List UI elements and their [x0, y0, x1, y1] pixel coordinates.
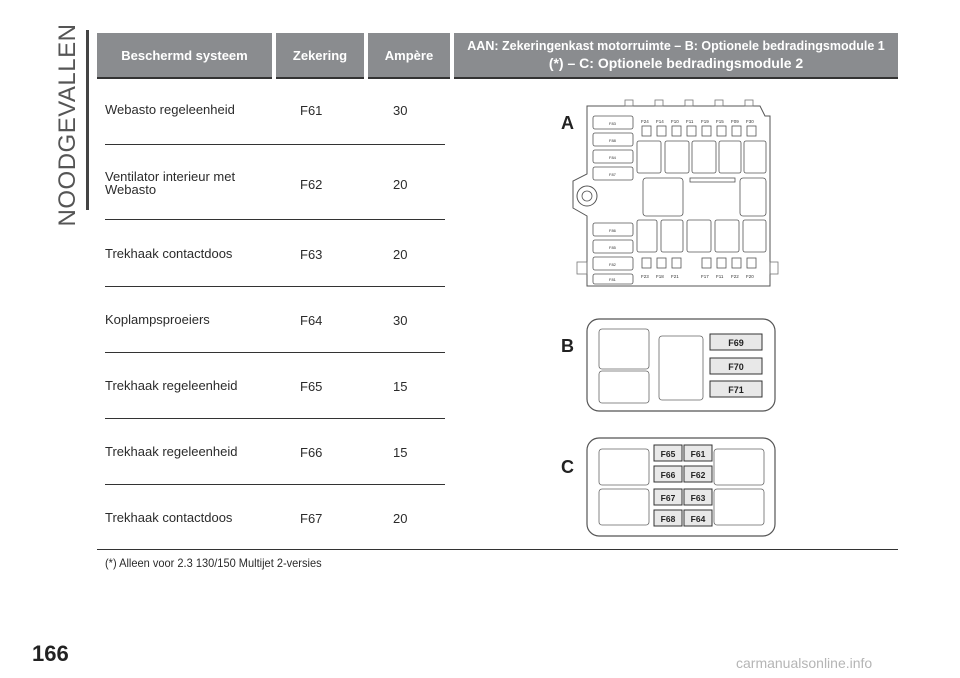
row-system: Trekhaak contactdoos	[105, 510, 233, 525]
svg-text:F20: F20	[746, 274, 754, 279]
fuse-module-diagram-c	[586, 437, 776, 537]
page-number: 166	[32, 641, 69, 666]
mounting-bolt	[577, 186, 597, 206]
fuse-label: F66	[660, 470, 676, 480]
diagram-label-a: A	[561, 113, 574, 133]
header-aan-line2: (*) – C: Optionele bedradingsmodule 2	[548, 55, 804, 71]
section-rule	[86, 30, 89, 210]
svg-text:F11: F11	[686, 119, 694, 124]
fuse-label: F63	[690, 493, 706, 503]
row-fuse: F65	[300, 379, 323, 394]
diagram-label-b: B	[561, 336, 574, 356]
row-fuse: F66	[300, 445, 323, 460]
svg-text:F14: F14	[656, 119, 664, 124]
fuse-label: F65	[660, 449, 676, 459]
row-amp: 30	[393, 103, 408, 118]
row-system: Webasto regeleenheid	[105, 102, 235, 117]
row-amp: 30	[393, 313, 408, 328]
svg-text:F30: F30	[746, 119, 754, 124]
svg-text:F21: F21	[671, 274, 679, 279]
fuse-label: F84	[609, 155, 616, 160]
row-system: Trekhaak contactdoos	[105, 246, 233, 261]
row-fuse: F63	[300, 247, 323, 262]
diagram-label-c: C	[561, 457, 574, 477]
row-amp: 20	[393, 177, 408, 192]
row-fuse: F61	[300, 103, 323, 118]
svg-text:F19: F19	[701, 119, 709, 124]
fuse-label: F87	[609, 172, 616, 177]
fuse-label: F68	[660, 514, 676, 524]
fuse-box-diagram-a	[565, 96, 780, 296]
row-divider	[105, 286, 445, 287]
header-fuse: Zekering	[292, 47, 348, 63]
footer-rule	[97, 549, 898, 550]
row-divider	[105, 418, 445, 419]
row-divider	[105, 219, 445, 220]
row-fuse: F62	[300, 177, 323, 192]
row-system: Ventilator interieur met Webasto	[105, 169, 236, 197]
fuse-label: F82	[609, 262, 616, 267]
fuse-label: F67	[660, 493, 676, 503]
header-amp: Ampère	[384, 47, 434, 63]
header-system: Beschermd systeem	[121, 47, 248, 63]
row-amp: 20	[393, 247, 408, 262]
fuse-label: F71	[728, 385, 744, 395]
top-tabs	[625, 100, 753, 106]
fuse-label: F62	[690, 470, 706, 480]
fuse-label: F64	[690, 514, 706, 524]
row-system: Trekhaak regeleenheid	[105, 378, 238, 393]
watermark: carmanualsonline.info	[736, 655, 873, 671]
row-system: Koplampsproeiers	[105, 312, 210, 327]
svg-text:F11: F11	[716, 274, 724, 279]
svg-text:F17: F17	[701, 274, 709, 279]
svg-text:F24: F24	[641, 119, 649, 124]
svg-text:F10: F10	[671, 119, 679, 124]
row-amp: 15	[393, 379, 408, 394]
relays-top	[637, 141, 766, 173]
fuse-label: F69	[728, 338, 744, 348]
svg-text:F15: F15	[716, 119, 724, 124]
fuse-label: F61	[690, 449, 706, 459]
row-divider	[105, 352, 445, 353]
svg-text:F18: F18	[656, 274, 664, 279]
row-divider	[105, 144, 445, 145]
fuse-label: F88	[609, 138, 616, 143]
svg-text:F22: F22	[731, 274, 739, 279]
fuse-label: F85	[609, 245, 616, 250]
svg-text:F09: F09	[731, 119, 739, 124]
row-amp: 20	[393, 511, 408, 526]
section-title: NOODGEVALLEN	[54, 23, 81, 227]
row-amp: 15	[393, 445, 408, 460]
header-aan	[454, 33, 898, 77]
row-fuse: F64	[300, 313, 323, 328]
svg-text:F23: F23	[641, 274, 649, 279]
fuse-label: F86	[609, 228, 616, 233]
row-system: Trekhaak regeleenheid	[105, 444, 238, 459]
fuse-label: F83	[609, 121, 616, 126]
fuse-label: F70	[728, 362, 744, 372]
table-header	[97, 33, 898, 79]
row-fuse: F67	[300, 511, 323, 526]
header-aan-line1: AAN: Zekeringenkast motorruimte – B: Optionele bedradingsmodule 1	[467, 39, 885, 53]
fuse-label: F81	[609, 277, 616, 282]
relays-lower	[637, 220, 766, 252]
fuse-module-diagram-b	[586, 318, 776, 412]
row-divider	[105, 484, 445, 485]
footnote: (*) Alleen voor 2.3 130/150 Multijet 2-versies	[105, 556, 322, 570]
